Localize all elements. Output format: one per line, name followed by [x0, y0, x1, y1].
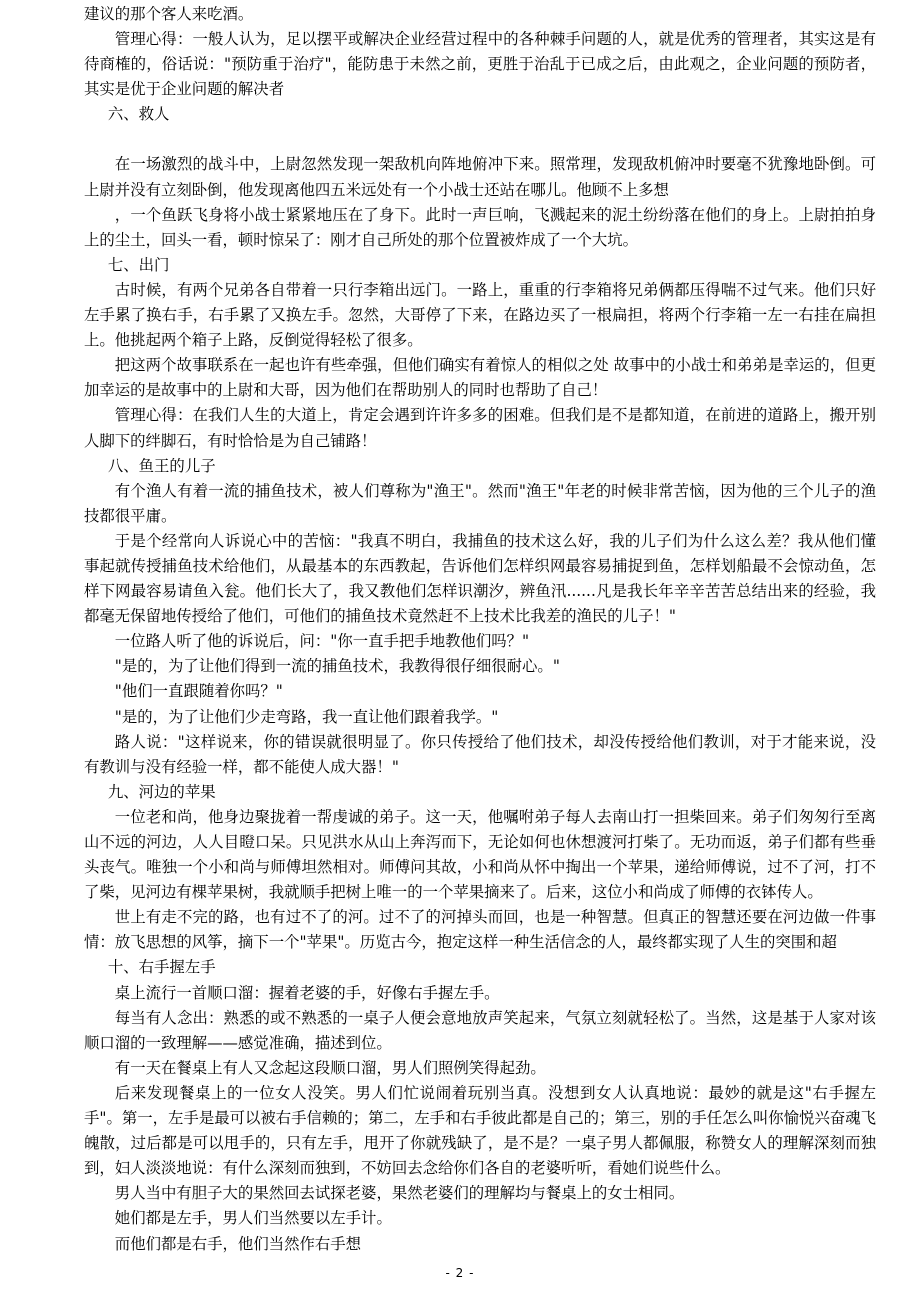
paragraph-hands-2: 每当有人念出：熟悉的或不熟悉的一桌子人便会意地放声笑起来，气氛立刻就轻松了。当然，这是基于人家对该顺口溜的一致理解——感觉准确，描述到位。: [84, 1008, 876, 1052]
paragraph-fish-king-1: 有个渔人有着一流的捕鱼技术，被人们尊称为"渔王"。然而"渔王"年老的时候非常苦恼，因为他的三个儿子的渔技都很平庸。: [84, 481, 876, 525]
paragraph-fish-king-7: 路人说："这样说来，你的错误就很明显了。你只传授给了他们技术，却没传授给他们教训，对于才能来说，没有教训与没有经验一样，都不能使人成大器！": [84, 732, 876, 776]
paragraph-story-rescue-2: ，一个鱼跃飞身将小战士紧紧地压在了身下。此时一声巨响，飞溅起来的泥土纷纷落在他们的身上。上尉拍拍身上的尘土，回头一看，顿时惊呆了：刚才自己所处的那个位置被炸成了一个大坑。: [84, 205, 876, 249]
paragraph-story-link: 把这两个故事联系在一起也许有些牵强，但他们确实有着惊人的相似之处 故事中的小战士和弟弟是幸运的，但更加幸运的是故事中的上尉和大哥，因为他们在帮助别人的同时也帮助了自己！: [84, 356, 876, 400]
paragraph-fish-king-6: "是的，为了让他们少走弯路，我一直让他们跟着我学。": [114, 707, 499, 726]
document-body: [84, 2, 876, 1257]
paragraph-continuation: 建议的那个客人来吃酒。: [84, 5, 254, 23]
paragraph-apple-1: 一位老和尚，他身边聚拢着一帮虔诚的弟子。这一天，他嘱咐弟子每人去南山打一担柴回来。弟子们匆匆行至离山不远的河边，人人目瞪口呆。只见洪水从山上奔泻而下，无论如何也休想渡河打柴了。无功而返，弟子们都有些垂头丧气。唯独一个小和尚与师傅坦然相对。师傅问其故，小和尚从怀中掏出一个苹果，递给师傅说，过不了河，打不了柴，见河边有棵苹果树，我就顺手把树上唯一的一个苹果摘来了。后来，这位小和尚成了师傅的衣钵传人。: [84, 807, 876, 902]
paragraph-story-trip: 古时候，有两个兄弟各自带着一只行李箱出远门。一路上，重重的行李箱将兄弟俩都压得喘不过气来。他们只好左手累了换右手，右手累了又换左手。忽然，大哥停了下来，在路边买了一根扁担，将两个行李箱一左一右挂在扁担上。他挑起两个箱子上路，反倒觉得轻松了很多。: [84, 280, 876, 350]
paragraph-management-insight-2: 管理心得：在我们人生的大道上，肯定会遇到许许多多的困难。但我们是不是都知道，在前进的道路上，搬开别人脚下的绊脚石，有时恰恰是为自己铺路！: [84, 406, 876, 450]
paragraph-hands-1: 桌上流行一首顺口溜：握着老婆的手，好像右手握左手。: [114, 983, 500, 1002]
paragraph-management-insight-1: 管理心得：一般人认为，足以摆平或解决企业经营过程中的各种棘手问题的人，就是优秀的管理者，其实这是有待商榷的，俗话说："预防重于治疗"，能防患于未然之前，更胜于治乱于已成之后，由此观之，企业问题的预防者，其实是优于企业问题的解决者: [84, 30, 876, 99]
paragraph-hands-4: 后来发现餐桌上的一位女人没笑。男人们忙说闹着玩别当真。没想到女人认真地说：最妙的就是这"右手握左手"。第一，左手是最可以被右手信赖的；第二，左手和右手彼此都是自己的；第三，别的手任怎么叫你愉悦兴奋魂飞魄散，过后都是可以甩手的，只有左手，甩开了你就残缺了，是不是？一桌子男人都佩服，称赞女人的理解深刻而独到，妇人淡淡地说：有什么深刻而独到，不妨回去念给你们各自的老婆听听，看她们说些什么。: [84, 1083, 877, 1178]
paragraph-apple-2: 世上有走不完的路，也有过不了的河。过不了的河掉头而回，也是一种智慧。但真正的智慧还要在河边做一件事情：放飞思想的风筝，摘下一个"苹果"。历览古今，抱定这样一种生活信念的人，最终都实现了人生的突围和超: [84, 908, 876, 952]
paragraph-hands-6: 她们都是左手，男人们当然要以左手计。: [114, 1209, 392, 1228]
paragraph-fish-king-4: "是的，为了让他们得到一流的捕鱼技术，我教得很仔细很耐心。": [114, 657, 560, 676]
section-heading-10: 十、右手握左手: [107, 958, 216, 977]
paragraph-hands-5: 男人当中有胆子大的果然回去试探老婆，果然老婆们的理解均与餐桌上的女士相同。: [114, 1184, 685, 1203]
blank-line: [84, 127, 876, 152]
paragraph-fish-king-3: 一位路人听了他的诉说后，问："你一直手把手地教他们吗？": [114, 632, 530, 651]
section-heading-6: 六、救人: [107, 105, 170, 124]
page-number: - 2 -: [445, 1266, 475, 1280]
paragraph-fish-king-2: 于是个经常向人诉说心中的苦恼："我真不明白，我捕鱼的技术这么好，我的儿子们为什么这么差？我从他们懂事起就传授捕鱼技术给他们，从最基本的东西教起，告诉他们怎样织网最容易捕捉到鱼，怎样划船最不会惊动鱼，怎样下网最容易请鱼入瓮。他们长大了，我又教他们怎样识潮汐，辨鱼汛......凡是我长年辛辛苦苦总结出来的经验，我都毫无保留地传授给了他们，可他们的捕鱼技术竟然赶不上技术比我差的渔民的儿子！": [84, 531, 876, 626]
paragraph-story-rescue-1: 在一场激烈的战斗中，上尉忽然发现一架敌机向阵地俯冲下来。照常理，发现敌机俯冲时要毫不犹豫地卧倒。可上尉并没有立刻卧倒，他发现离他四五米远处有一个小战士还站在哪儿。他顾不上多想: [84, 155, 876, 199]
section-heading-9: 九、河边的苹果: [107, 782, 216, 801]
paragraph-hands-7: 而他们都是右手，他们当然作右手想: [114, 1234, 362, 1253]
paragraph-hands-3: 有一天在餐桌上有人又念起这段顺口溜，男人们照例笑得起劲。: [114, 1058, 546, 1077]
section-heading-8: 八、鱼王的儿子: [107, 456, 216, 475]
section-heading-7: 七、出门: [107, 255, 170, 274]
paragraph-fish-king-5: "他们一直跟随着你吗？": [114, 682, 283, 701]
